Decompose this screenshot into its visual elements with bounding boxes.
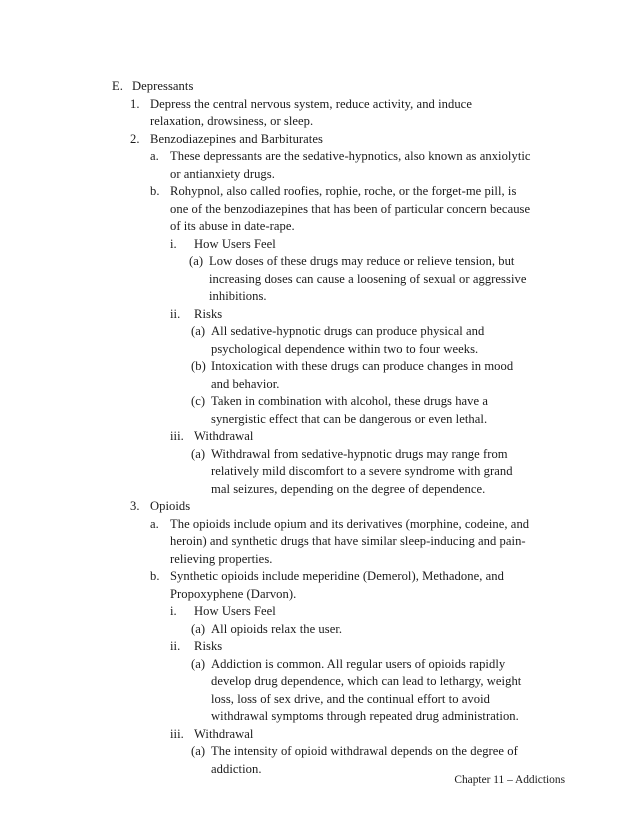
outline-line: ii. Risks [170, 639, 223, 653]
outline-line: and behavior. [211, 377, 280, 391]
outline-line: increasing doses can cause a loosening of sexual or aggressive [209, 272, 527, 286]
outline-line: relieving properties. [170, 552, 273, 566]
outline-line: loss, loss of sex drive, and the continual effort to avoid [211, 692, 490, 706]
outline-line: of its abuse in date-rape. [170, 219, 295, 233]
outline-line: mal seizures, depending on the degree of dependence. [211, 482, 486, 496]
page-footer: Chapter 11 – Addictions [454, 774, 565, 786]
outline-line: (a) Low doses of these drugs may reduce or relieve tension, but [189, 254, 515, 268]
outline-line: 3. Opioids [130, 499, 191, 513]
outline-line: (b) Intoxication with these drugs can produce changes in mood [191, 359, 514, 373]
outline-line: (a) All sedative-hypnotic drugs can produce physical and [191, 324, 485, 338]
outline-line: (a) Withdrawal from sedative-hypnotic drugs may range from [191, 447, 508, 461]
outline-line: heroin) and synthetic drugs that have similar sleep-inducing and pain- [170, 534, 526, 548]
outline-line: 2. Benzodiazepines and Barbiturates [130, 132, 323, 146]
outline-line: synergistic effect that can be dangerous or even lethal. [211, 412, 488, 426]
outline-line: (a) All opioids relax the user. [191, 622, 343, 636]
outline-line: (c) Taken in combination with alcohol, these drugs have a [191, 394, 489, 408]
outline-line: a. The opioids include opium and its derivatives (morphine, codeine, and [150, 517, 530, 531]
outline-line: withdrawal symptoms through repeated drug administration. [211, 709, 519, 723]
outline-line: psychological dependence within two to four weeks. [211, 342, 479, 356]
outline-line: 1. Depress the central nervous system, reduce activity, and induce [130, 97, 472, 111]
outline-line: b. Rohypnol, also called roofies, rophie, roche, or the forget-me pill, is [150, 184, 517, 198]
outline-line: Propoxyphene (Darvon). [170, 587, 297, 601]
outline-line: relaxation, drowsiness, or sleep. [150, 114, 314, 128]
outline-line: addiction. [211, 762, 262, 776]
outline-line: develop drug dependence, which can lead to lethargy, weight [211, 674, 522, 688]
outline-line: b. Synthetic opioids include meperidine (Demerol), Methadone, and [150, 569, 504, 583]
outline-line: relatively mild discomfort to a severe syndrome with grand [211, 464, 513, 478]
section-heading: E. Depressants [112, 79, 194, 93]
outline-line: iii. Withdrawal [170, 429, 254, 443]
outline-line: or antianxiety drugs. [170, 167, 275, 181]
outline-line: i. How Users Feel [170, 604, 276, 618]
outline-line: (a) Addiction is common. All regular users of opioids rapidly [191, 657, 506, 671]
outline-line: inhibitions. [209, 289, 267, 303]
outline-line: ii. Risks [170, 307, 223, 321]
outline-line: (a) The intensity of opioid withdrawal depends on the degree of [191, 744, 518, 758]
outline-line: i. How Users Feel [170, 237, 276, 251]
outline-line: a. These depressants are the sedative-hypnotics, also known as anxiolytic [150, 149, 531, 163]
outline-line: one of the benzodiazepines that has been of particular concern because [170, 202, 531, 216]
outline-line: iii. Withdrawal [170, 727, 254, 741]
